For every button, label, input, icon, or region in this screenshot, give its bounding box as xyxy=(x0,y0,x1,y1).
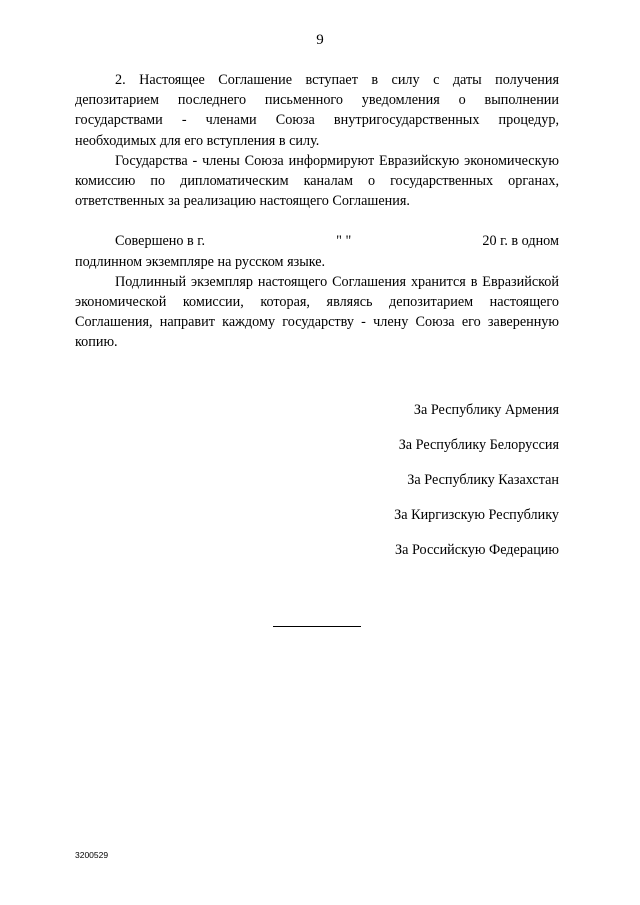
done-clause xyxy=(75,231,559,271)
paragraph-depositary: Подлинный экземпляр настоящего Соглашения хранится в Евразийской экономической комиссии, которая, являясь депозитарием настоящего Соглашения, направит каждому государству - члену Союза его заверенную копию. xyxy=(75,273,559,351)
signature-block xyxy=(394,400,559,575)
page-number: 9 xyxy=(316,32,324,48)
done-date-quotes: " " xyxy=(336,233,352,250)
document-code: 3200529 xyxy=(75,850,109,860)
signature-armenia: За Республику Армения xyxy=(413,402,559,418)
signature-russia: За Российскую Федерацию xyxy=(395,542,559,558)
closing-divider xyxy=(273,626,361,627)
done-place: Совершено в г. xyxy=(115,233,206,250)
signature-kazakhstan: За Республику Казахстан xyxy=(407,472,559,488)
done-year: 20 г. в одном xyxy=(482,233,559,250)
done-clause-continuation: подлинном экземпляре на русском языке. xyxy=(75,253,326,270)
done-clause-line xyxy=(75,231,559,251)
signature-belarus: За Республику Белоруссия xyxy=(398,437,559,453)
paragraph-entry-into-force: 2. Настоящее Соглашение вступает в силу с даты получения депозитарием последнего письменного уведомления о выполнении государствами - членами Союза внутригосударственных процедур, необходимых для его вступления в силу. xyxy=(75,72,559,149)
signature-kyrgyzstan: За Киргизскую Республику xyxy=(394,507,559,523)
paragraph-notification: Государства - члены Союза информируют Евразийскую экономическую комиссию по дипломатическим каналам о государственных органах, ответственных за реализацию настоящего Соглашения. xyxy=(75,152,559,210)
document-body xyxy=(75,70,559,353)
